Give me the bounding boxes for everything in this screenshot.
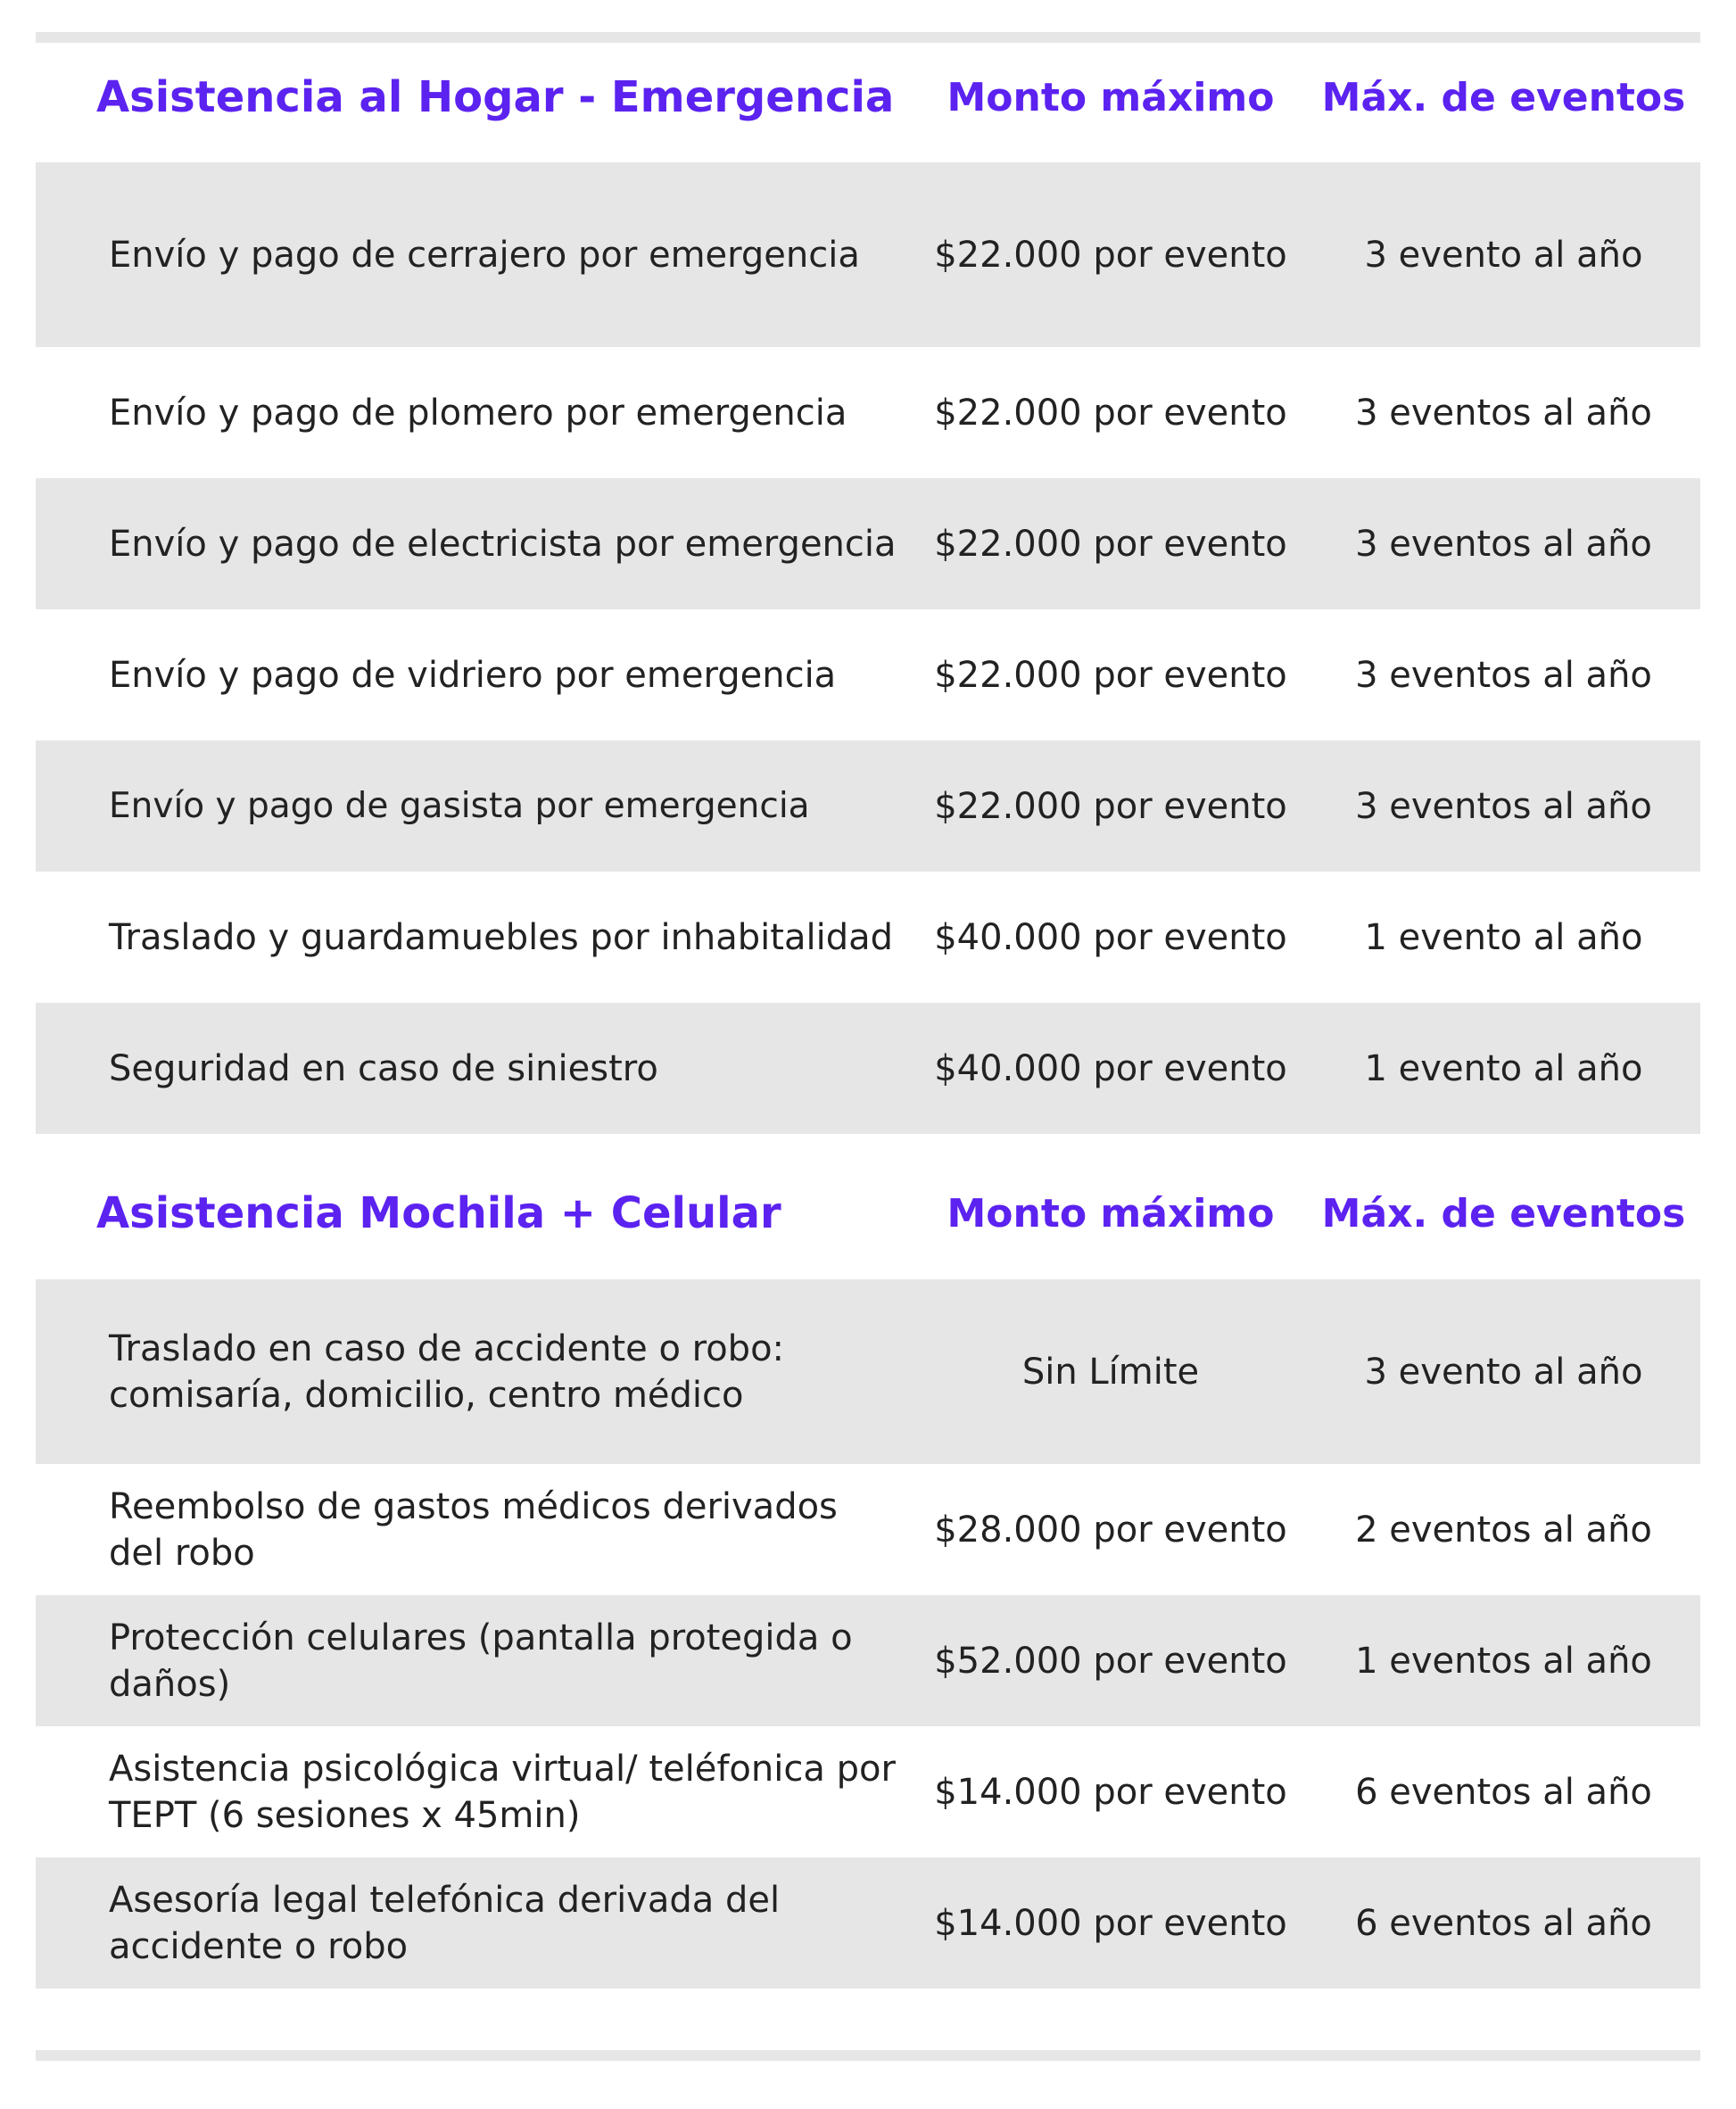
service-name: Seguridad en caso de siniestro	[109, 1047, 658, 1089]
table-row	[36, 1279, 1700, 1464]
service-name: Envío y pago de vidriero por emergencia	[109, 654, 837, 696]
service-name: Envío y pago de gasista por emergencia	[109, 785, 810, 826]
section-title: Asistencia al Hogar - Emergencia	[96, 72, 895, 122]
max-events: 3 eventos al año	[1355, 785, 1652, 827]
max-events: 3 eventos al año	[1355, 392, 1652, 434]
section-title: Asistencia Mochila + Celular	[96, 1188, 781, 1238]
max-amount: $52.000 por evento	[934, 1640, 1287, 1682]
max-amount: $22.000 por evento	[934, 392, 1287, 434]
max-amount: $22.000 por evento	[934, 654, 1287, 696]
section-backpack-phone-assistance	[36, 1147, 1700, 1989]
max-events: 3 eventos al año	[1355, 523, 1652, 565]
table-row	[36, 740, 1700, 872]
service-name: Asistencia psicológica virtual/ teléfonica por TEPT (6 sesiones x 45min)	[109, 1748, 896, 1836]
max-events: 3 eventos al año	[1355, 654, 1652, 696]
max-amount: $28.000 por evento	[934, 1509, 1287, 1551]
table-row	[36, 609, 1700, 740]
max-events: 6 eventos al año	[1355, 1902, 1652, 1944]
max-events: 1 evento al año	[1364, 1047, 1643, 1089]
service-name: Traslado en caso de accidente o robo: comisaría, domicilio, centro médico	[109, 1327, 785, 1416]
table-row	[36, 1595, 1700, 1726]
bottom-divider	[36, 2050, 1700, 2061]
max-events: 3 evento al año	[1364, 1351, 1643, 1393]
section-header	[36, 32, 1700, 162]
table-row	[36, 1726, 1700, 1857]
table-row	[36, 1464, 1700, 1595]
service-name: Envío y pago de electricista por emergencia	[109, 523, 897, 565]
max-events: 3 evento al año	[1364, 234, 1643, 276]
max-amount: $14.000 por evento	[934, 1771, 1287, 1813]
max-amount: $40.000 por evento	[934, 916, 1287, 958]
table-row	[36, 478, 1700, 609]
service-name: Envío y pago de cerrajero por emergencia	[109, 234, 860, 276]
service-name: Asesoría legal telefónica derivada del accidente o robo	[109, 1879, 781, 1967]
table-row	[36, 1003, 1700, 1134]
service-name: Reembolso de gastos médicos derivados del robo	[109, 1485, 838, 1574]
max-events: 1 eventos al año	[1355, 1640, 1652, 1682]
section-header	[36, 1147, 1700, 1279]
table-row	[36, 347, 1700, 478]
max-amount: Sin Límite	[1021, 1351, 1200, 1393]
table-row	[36, 162, 1700, 347]
service-name: Traslado y guardamuebles por inhabitalidad	[109, 916, 894, 958]
service-name: Protección celulares (pantalla protegida o daños)	[109, 1617, 853, 1705]
max-events: 2 eventos al año	[1355, 1509, 1652, 1551]
service-name: Envío y pago de plomero por emergencia	[109, 392, 847, 434]
max-events: 1 evento al año	[1364, 916, 1643, 958]
section-home-assistance	[36, 32, 1700, 1134]
max-amount: $22.000 por evento	[934, 523, 1287, 565]
max-amount: $22.000 por evento	[934, 785, 1287, 827]
max-amount: $22.000 por evento	[934, 234, 1287, 276]
column-header-events: Máx. de eventos	[1321, 74, 1686, 120]
column-header-events: Máx. de eventos	[1321, 1190, 1686, 1236]
column-header-amount: Monto máximo	[947, 1190, 1275, 1236]
max-amount: $14.000 por evento	[934, 1902, 1287, 1944]
max-amount: $40.000 por evento	[934, 1047, 1287, 1089]
table-row	[36, 1857, 1700, 1989]
table-row	[36, 872, 1700, 1003]
max-events: 6 eventos al año	[1355, 1771, 1652, 1813]
column-header-amount: Monto máximo	[947, 74, 1275, 120]
